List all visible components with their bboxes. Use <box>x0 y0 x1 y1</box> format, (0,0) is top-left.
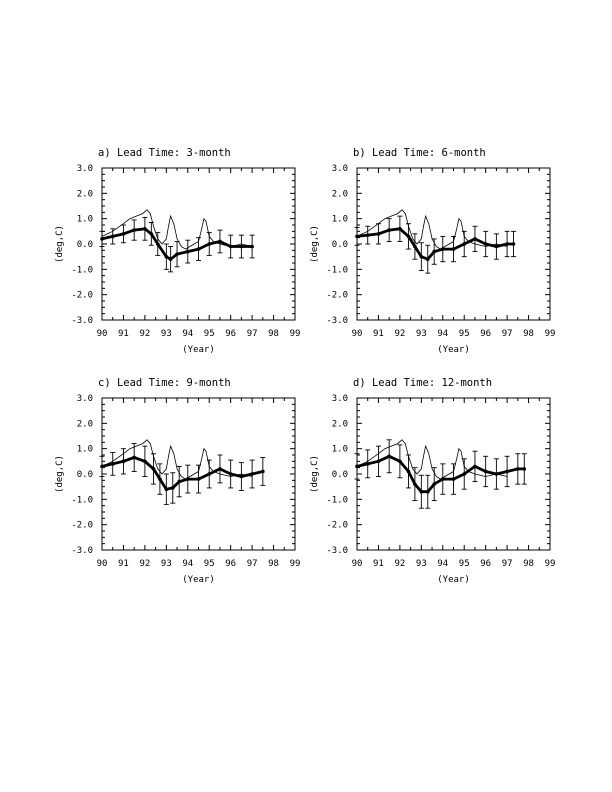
forecast-point <box>229 472 233 476</box>
forecast-point <box>484 242 488 246</box>
y-tick-label: 0.0 <box>331 470 348 480</box>
forecast-point <box>432 250 436 254</box>
forecast-point <box>377 232 381 236</box>
forecast-point <box>122 232 126 236</box>
x-axis-label: (Year) <box>437 575 470 585</box>
forecast-point <box>398 460 402 464</box>
y-tick-label: 1.0 <box>76 444 93 455</box>
forecast-point <box>355 235 359 239</box>
forecast-point <box>426 490 430 494</box>
forecast-point <box>100 465 104 469</box>
x-tick-label: 95 <box>203 329 215 339</box>
forecast-point <box>505 242 509 246</box>
y-tick-label: -2.0 <box>71 520 93 531</box>
forecast-point <box>186 250 190 254</box>
y-axis-label: (deg,C) <box>310 225 320 263</box>
forecast-point <box>158 477 162 481</box>
forecast-point <box>100 237 104 241</box>
y-tick-label: 1.0 <box>331 214 348 225</box>
x-tick-label: 90 <box>351 559 363 569</box>
x-tick-label: 95 <box>203 559 215 569</box>
forecast-point <box>175 252 179 256</box>
forecast-point <box>171 486 175 490</box>
y-tick-label: 2.0 <box>331 419 348 430</box>
forecast-point <box>366 233 370 237</box>
forecast-point <box>407 470 411 474</box>
forecast-point <box>111 235 115 239</box>
y-tick-label: -1.0 <box>71 265 93 276</box>
panel-c <box>55 377 300 585</box>
forecast-point <box>165 255 169 259</box>
x-tick-label: 98 <box>268 559 279 569</box>
forecast-point <box>207 242 211 246</box>
y-tick-label: 3.0 <box>331 164 348 174</box>
forecast-point <box>240 475 244 479</box>
panel-title: d) Lead Time: 12-month <box>353 377 493 389</box>
forecast-point <box>186 477 190 481</box>
forecast-point <box>473 465 477 469</box>
forecast-point <box>152 467 156 471</box>
x-tick-label: 93 <box>160 329 172 339</box>
x-tick-label: 93 <box>415 559 427 569</box>
forecast-point <box>522 467 526 471</box>
y-tick-label: 2.0 <box>76 419 93 430</box>
x-tick-label: 96 <box>480 559 492 569</box>
y-tick-label: -2.0 <box>326 290 348 301</box>
y-tick-label: 3.0 <box>331 394 348 404</box>
forecast-point <box>156 242 160 246</box>
x-tick-label: 98 <box>268 329 279 339</box>
x-tick-label: 94 <box>182 559 194 569</box>
x-tick-label: 93 <box>415 329 427 339</box>
y-tick-label: -1.0 <box>326 495 348 506</box>
forecast-point <box>111 462 115 466</box>
forecast-point <box>462 472 466 476</box>
forecast-point <box>495 472 499 476</box>
forecast-point <box>473 237 477 241</box>
x-tick-label: 95 <box>458 559 470 569</box>
panel-d <box>310 377 555 585</box>
panel-b <box>310 147 555 355</box>
x-tick-label: 96 <box>225 329 237 339</box>
forecast-point <box>512 242 516 246</box>
y-tick-label: 2.0 <box>331 189 348 200</box>
forecast-point <box>387 228 391 232</box>
x-tick-label: 92 <box>394 329 406 339</box>
x-tick-label: 90 <box>351 329 363 339</box>
y-tick-label: -1.0 <box>71 495 93 506</box>
y-tick-label: -1.0 <box>326 265 348 276</box>
forecast-point <box>132 456 136 460</box>
forecast-point <box>177 480 181 484</box>
forecast-point <box>250 245 254 249</box>
y-tick-label: 3.0 <box>76 394 93 404</box>
y-axis-label: (deg,C) <box>55 225 65 263</box>
forecast-point <box>240 245 244 249</box>
forecast-point <box>165 487 169 491</box>
x-tick-label: 96 <box>225 559 237 569</box>
forecast-point <box>377 460 381 464</box>
y-tick-label: 1.0 <box>331 444 348 455</box>
y-tick-label: -3.0 <box>71 316 93 326</box>
y-tick-label: 3.0 <box>76 164 93 174</box>
x-tick-label: 99 <box>544 559 556 569</box>
x-tick-label: 94 <box>437 559 449 569</box>
forecast-point <box>516 467 520 471</box>
y-tick-label: 0.0 <box>76 240 93 250</box>
x-axis-label: (Year) <box>437 345 470 355</box>
forecast-point <box>207 472 211 476</box>
panel-title: c) Lead Time: 9-month <box>98 377 231 389</box>
forecast-point <box>261 470 265 474</box>
x-tick-label: 90 <box>96 559 108 569</box>
y-tick-label: -3.0 <box>71 546 93 556</box>
forecast-point <box>169 257 173 261</box>
forecast-point <box>462 242 466 246</box>
forecast-point <box>420 490 424 494</box>
x-tick-label: 97 <box>246 329 258 339</box>
forecast-point <box>229 245 233 249</box>
y-tick-label: -2.0 <box>326 520 348 531</box>
y-tick-label: -2.0 <box>71 290 93 301</box>
forecast-point <box>426 257 430 261</box>
x-tick-label: 91 <box>118 329 129 339</box>
y-tick-label: -3.0 <box>326 316 348 326</box>
forecast-point <box>387 454 391 458</box>
forecast-point <box>218 467 222 471</box>
forecast-point <box>495 245 499 249</box>
forecast-point <box>366 462 370 466</box>
forecast-point <box>441 247 445 251</box>
forecast-point <box>132 228 136 232</box>
forecast-line <box>357 456 524 491</box>
x-tick-label: 91 <box>118 559 129 569</box>
forecast-point <box>407 235 411 239</box>
panel-a <box>55 147 300 355</box>
y-tick-label: 0.0 <box>76 470 93 480</box>
x-tick-label: 98 <box>523 559 534 569</box>
x-axis-label: (Year) <box>182 575 215 585</box>
forecast-point <box>122 460 126 464</box>
forecast-point <box>505 470 509 474</box>
forecast-point <box>413 482 417 486</box>
x-tick-label: 90 <box>96 329 108 339</box>
x-tick-label: 92 <box>394 559 406 569</box>
x-tick-label: 96 <box>480 329 492 339</box>
x-tick-label: 97 <box>246 559 258 569</box>
x-tick-label: 97 <box>501 559 513 569</box>
y-tick-label: 1.0 <box>76 214 93 225</box>
x-tick-label: 99 <box>289 559 301 569</box>
forecast-point <box>441 477 445 481</box>
forecast-point <box>197 477 201 481</box>
y-axis-label: (deg,C) <box>55 455 65 493</box>
y-axis-label: (deg,C) <box>310 455 320 493</box>
forecast-point <box>197 247 201 251</box>
forecast-point <box>250 472 254 476</box>
forecast-point <box>432 482 436 486</box>
x-tick-label: 98 <box>523 329 534 339</box>
y-tick-label: -3.0 <box>326 546 348 556</box>
forecast-point <box>484 470 488 474</box>
x-tick-label: 91 <box>373 559 384 569</box>
x-tick-label: 99 <box>289 329 301 339</box>
forecast-point <box>452 477 456 481</box>
forecast-point <box>143 460 147 464</box>
forecast-point <box>452 247 456 251</box>
x-tick-label: 99 <box>544 329 556 339</box>
y-tick-label: 0.0 <box>331 240 348 250</box>
x-tick-label: 97 <box>501 329 513 339</box>
x-tick-label: 92 <box>139 329 151 339</box>
x-tick-label: 94 <box>182 329 194 339</box>
x-tick-label: 93 <box>160 559 172 569</box>
panel-title: a) Lead Time: 3-month <box>98 147 231 159</box>
x-tick-label: 92 <box>139 559 151 569</box>
forecast-point <box>355 465 359 469</box>
x-axis-label: (Year) <box>182 345 215 355</box>
panel-title: b) Lead Time: 6-month <box>353 147 486 159</box>
x-tick-label: 94 <box>437 329 449 339</box>
forecast-point <box>398 227 402 231</box>
forecast-point <box>218 240 222 244</box>
x-tick-label: 95 <box>458 329 470 339</box>
forecast-line <box>102 458 263 490</box>
forecast-point <box>420 255 424 259</box>
forecast-point <box>413 245 417 249</box>
forecast-point <box>143 227 147 231</box>
y-tick-label: 2.0 <box>76 189 93 200</box>
x-tick-label: 91 <box>373 329 384 339</box>
forecast-point <box>150 232 154 236</box>
